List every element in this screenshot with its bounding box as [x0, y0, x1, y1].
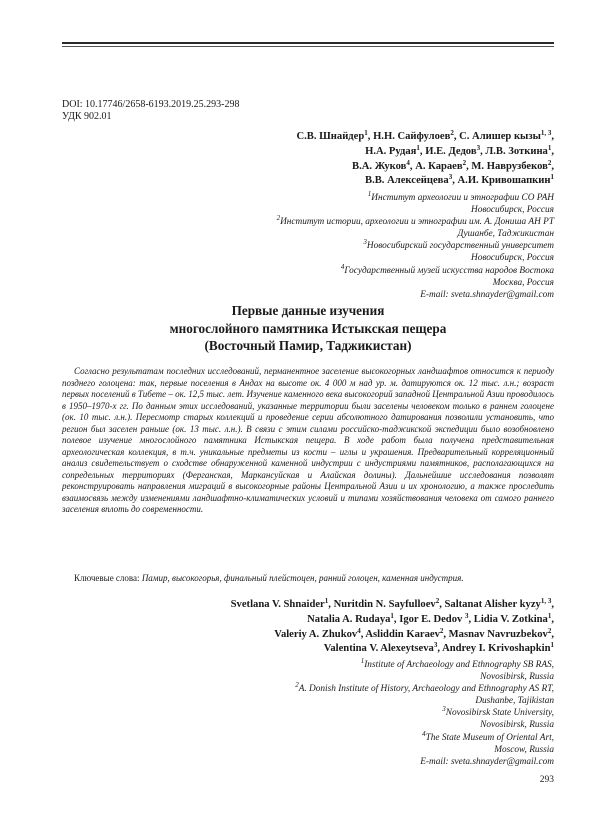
keywords-label: Ключевые слова: [74, 573, 140, 583]
affiliations-ru [277, 192, 554, 301]
affiliation-line: Novosibirsk, Russia [480, 720, 554, 731]
affiliation-line: $^3$Новосибирский государственный университет [363, 238, 554, 252]
affiliation-line: $^2$A. Donish Institute of History, Archaeology and Ethnography AS RT, [295, 681, 554, 695]
header-rule [62, 42, 554, 44]
author-line: С.В. Шнайдер$^1$, Н.Н. Сайфулоев$^2$, С. Алишер кызы$^{1, 3}$, [296, 129, 554, 142]
author-line: Natalia A. Rudaya$^1$, Igor E. Dedov $^3$, Lidia V. Zotkina$^1$, [307, 611, 554, 625]
affiliation-line: Москва, Россия [492, 277, 554, 288]
article-title: Первые данные изучения многослойного памятника Истыкская пещера (Восточный Памир, Таджикистан) [169, 303, 447, 353]
affiliation-line: Новосибирск, Россия [470, 253, 554, 264]
doi-line: DOI: 10.17746/2658-6193.2019.25.293-298 [62, 99, 240, 110]
email-ru: E-mail: sveta.shnayder@gmail.com [420, 289, 554, 300]
keywords-ru [74, 573, 464, 584]
author-line: Н.А. Рудая$^1$, И.Е. Дедов$^3$, Л.В. Зоткина$^1$, [365, 143, 554, 157]
authors-en [231, 598, 554, 657]
affiliation-line: $^1$Институт археологии и этнографии СО РАН [367, 190, 554, 203]
affiliation-line: Novosibirsk, Russia [480, 672, 554, 683]
author-line: Svetlana V. Shnaider$^1$, Nuritdin N. Sayfulloev$^2$, Saltanat Alisher kyzy$^{1, 3}$, [230, 597, 554, 610]
author-line: Valeriy A. Zhukov$^4$, Asliddin Karaev$^2$, Masnav Navruzbekov$^2$, [274, 626, 554, 640]
udc-line: УДК 902.01 [62, 111, 112, 122]
author-line: В.А. Жуков$^4$, А. Караев$^2$, М. Наврузбеков$^2$, [352, 158, 554, 172]
author-line: В.В. Алексейцева$^3$, А.И. Кривошапкин$^1$ [365, 173, 554, 187]
authors-ru [297, 130, 555, 189]
author-line: Valentina V. Alexeytseva$^3$, Andrey I. Krivoshapkin$^1$ [323, 641, 554, 655]
affiliation-line: $^1$Institute of Archaeology and Ethnography SB RAS, [360, 657, 554, 670]
page-number: 293 [539, 775, 554, 785]
affiliation-line: Moscow, Russia [494, 744, 554, 755]
affiliation-line: $^4$The State Museum of Oriental Art, [422, 729, 554, 743]
affiliation-line: $^3$Novosibirsk State University, [442, 705, 554, 719]
keywords-value: Памир, высокогорья, финальный плейстоцен, ранний голоцен, каменная индустрия. [141, 573, 464, 583]
affiliation-line: Dushanbe, Tajikistan [475, 696, 554, 707]
affiliation-line: $^2$Институт истории, археологии и этнографии им. А. Дониша АН РТ [276, 214, 554, 228]
affiliation-line: Новосибирск, Россия [470, 205, 554, 216]
affiliation-line: Душанбе, Таджикистан [457, 229, 554, 240]
affiliations-en [295, 659, 554, 768]
affiliation-line: $^4$Государственный музей искусства народов Востока [340, 262, 554, 276]
header-rule-thin [62, 46, 554, 47]
abstract-ru: Согласно результатам последних исследований, перманентное заселение высокогорных ландшафтов относится к периоду позднего голоцена: так, первые поселения в Андах на высоте ок. 4 000 м над ур. м. датируются ок. 12 тыс. л.н.; возраст первых поселений в Тибете – ок. 12,5 тыс. лет. Изучение каменного века высокогорий западной Центральной Азии проводилось в 1950–1970-х гг. По данным этих исследований, указанные территории были заселены человеком только в раннем голоцене (ок. 10 тыс. л.н.). Пересмотр старых коллекций и проведение серии абсолютного датирования позволили установить, что регион был заселен раньше (ок. 13 тыс. л.н.). В связи с этим силами российско-таджикской экспедиции было возобновлено полевое изучение многослойного памятника Истыкская пещера. В ходе работ была получена представительная археологическая коллекция, в т.ч. уникальные предметы из кости – иглы и украшения. Предварительный корреляционный анализ свидетельствует о сходстве обнаруженной каменной индустрии с индустриями памятников, располагающихся на сопредельных территориях (Ферганская, Маркансуйская и Алайская долины). Дальнейшие исследования позволят реконструировать направления миграций в высокогорные районы Центральной Азии и их хронологию, а также проследить взаимосвязь между изменениями ландшафтно-климатических условий и типами хозяйствования человека от самого раннего заселения вплоть до современности. [62, 366, 554, 514]
email-en: E-mail: sveta.shnayder@gmail.com [420, 756, 554, 767]
